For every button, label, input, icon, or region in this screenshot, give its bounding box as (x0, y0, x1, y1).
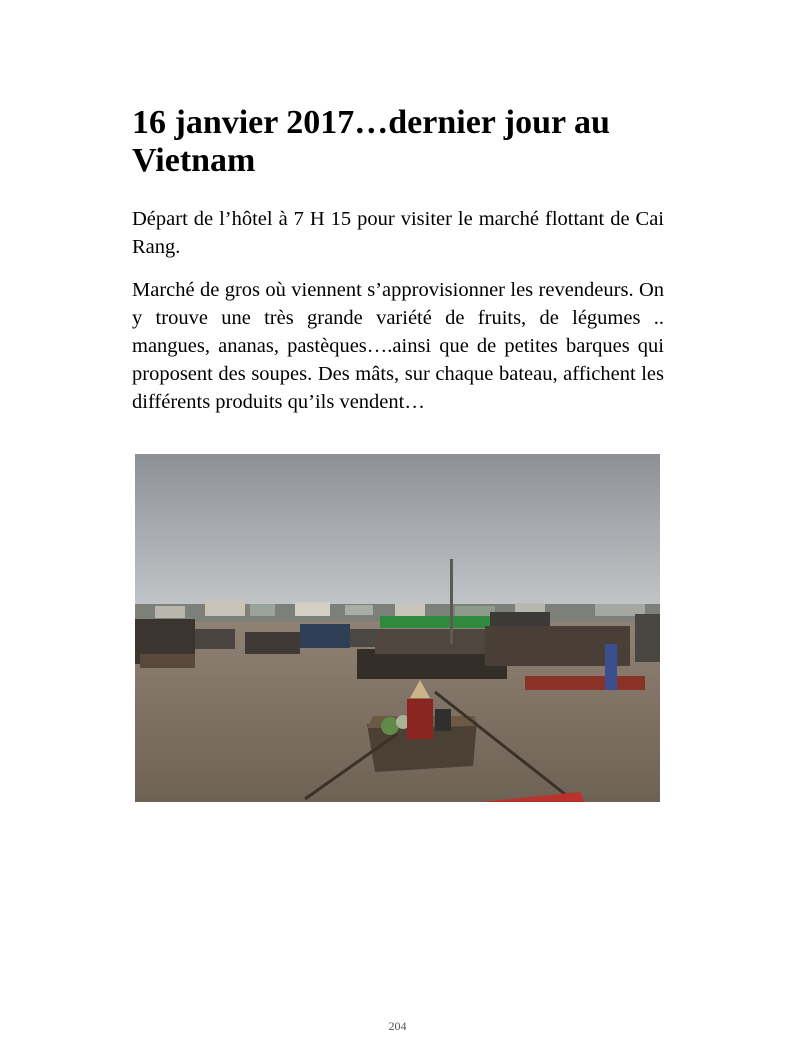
paragraph-departure: Départ de l’hôtel à 7 H 15 pour visiter le marché flottant de Cai Rang. (132, 208, 664, 258)
sky (135, 454, 660, 614)
floating-market-photo (135, 454, 660, 802)
page-number: 204 (388, 1019, 407, 1033)
paragraph-market: Marché de gros où viennent s’approvisionner les revendeurs. On y trouve une très grande variété de fruits, de légumes .. mangues, ananas, pastèques….ainsi que de petites barques qui proposent des soupes. Des mâts, sur chaque bateau, affichent les différents produits qu’ils vendent… (132, 279, 664, 413)
page-title: 16 janvier 2017…dernier jour au Vietnam (132, 104, 610, 179)
